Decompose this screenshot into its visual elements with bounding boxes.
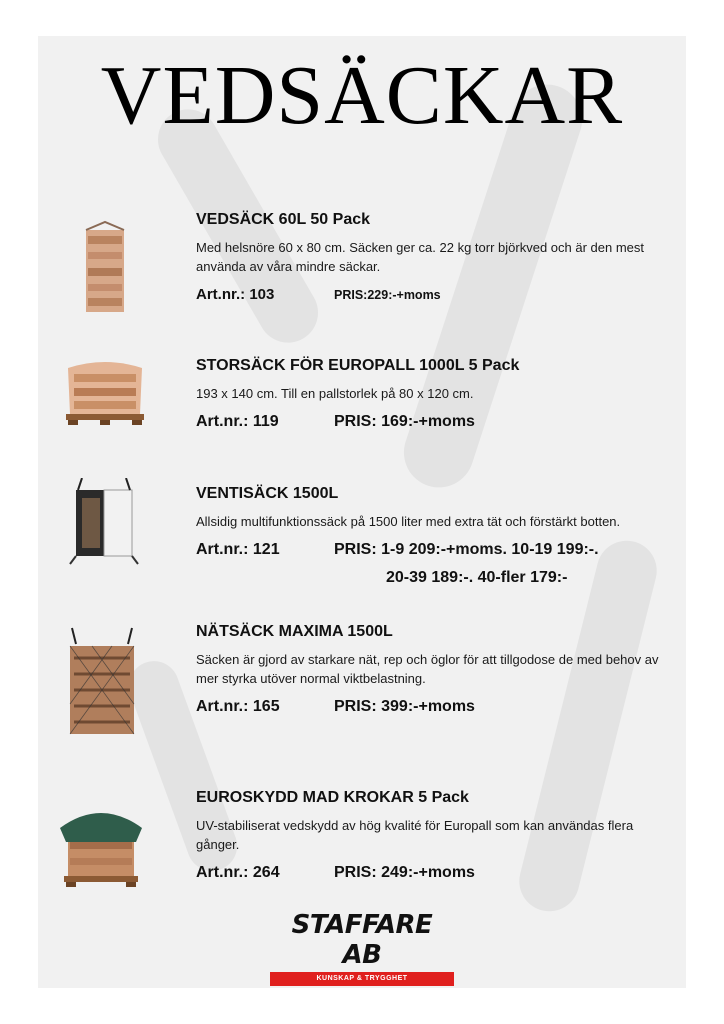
logo-tagline: KUNSKAP & TRYGGHET <box>270 972 454 986</box>
product-name: VENTISÄCK 1500L <box>196 485 339 502</box>
pallet-cover-image <box>56 798 146 890</box>
product-text <box>196 356 666 433</box>
product-description: Med helsnöre 60 x 80 cm. Säcken ger ca. 22 kg torr björkved och är den mest använda av våra mindre säckar. <box>196 240 645 274</box>
product-price: PRIS: 399:-+moms <box>334 698 475 715</box>
price-line <box>196 411 666 433</box>
article-number: Art.nr.: 119 <box>196 413 279 430</box>
article-number: Art.nr.: 165 <box>196 698 280 715</box>
logo-wordmark: STAFFARE AB <box>291 910 433 970</box>
pallet-sack-image <box>62 356 148 426</box>
product-description: UV-stabiliserat vedskydd av hög kvalité för Europall som kan användas flera gånger. <box>196 818 634 852</box>
firewood-small-bag-image <box>60 220 140 320</box>
price-line <box>196 284 666 306</box>
product-name: VEDSÄCK 60L 50 Pack <box>196 211 371 228</box>
price-line <box>196 862 666 884</box>
product-price-tiers: 20-39 189:-. 40-fler 179:- <box>386 569 568 586</box>
product-description: Säcken är gjord av starkare nät, rep och öglor för att tillgodose de med behov av mer styrka utöver normal viktbelastning. <box>196 652 659 686</box>
product-name: EUROSKYDD MAD KROKAR 5 Pack <box>196 789 469 806</box>
venti-sack-image <box>64 478 144 568</box>
net-sack-image <box>62 624 142 740</box>
product-description: 193 x 140 cm. Till en pallstorlek på 80 x 120 cm. <box>196 386 474 401</box>
product-text <box>196 484 666 586</box>
product-name: NÄTSÄCK MAXIMA 1500L <box>196 623 393 640</box>
page-title: VEDSÄCKAR <box>100 49 624 142</box>
article-number: Art.nr.: 264 <box>196 864 280 881</box>
price-line <box>196 696 666 718</box>
product-name: STORSÄCK FÖR EUROPALL 1000L 5 Pack <box>196 357 520 374</box>
article-number: Art.nr.: 121 <box>196 541 280 558</box>
product-price: PRIS: 1-9 209:-+moms. 10-19 199:-. <box>334 541 599 558</box>
price-line <box>196 539 666 586</box>
product-text <box>196 210 666 306</box>
product-text <box>196 622 666 718</box>
product-price: PRIS: 169:-+moms <box>334 413 475 430</box>
product-price: PRIS: 249:-+moms <box>334 864 475 881</box>
company-logo <box>270 910 454 986</box>
product-description: Allsidig multifunktionssäck på 1500 liter med extra tät och förstärkt botten. <box>196 514 621 529</box>
article-number: Art.nr.: 103 <box>196 286 275 303</box>
product-text <box>196 788 666 884</box>
product-price: PRIS:229:-+moms <box>334 288 441 302</box>
